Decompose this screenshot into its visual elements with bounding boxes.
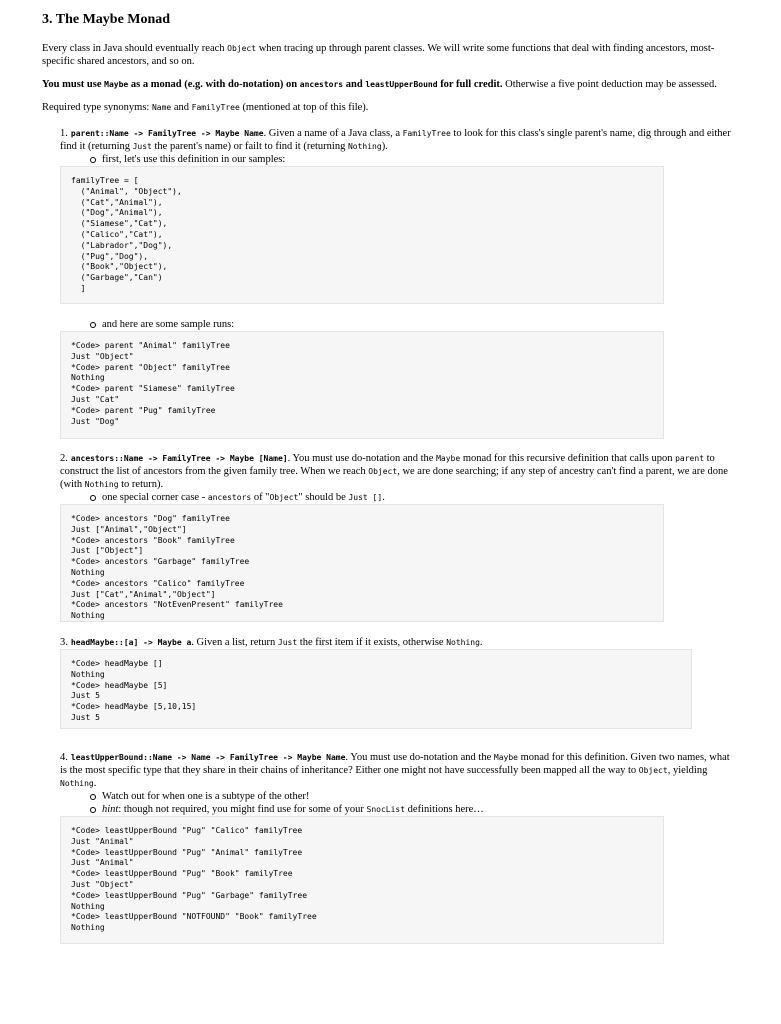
inline-code: ancestors (207, 493, 252, 502)
text: . Given a name of a Java class, a (263, 128, 403, 139)
text: (mentioned at top of this file). (239, 102, 369, 113)
task-description (60, 127, 735, 153)
text: to look for this class's single parent's name, dig through and either find it (returning (60, 128, 731, 152)
type-signature: ancestors::Name -> FamilyTree -> Maybe [Name] (70, 454, 288, 463)
inline-code: Name (151, 103, 172, 112)
type-synonyms-paragraph (42, 101, 735, 114)
task-description (60, 452, 735, 491)
inline-code: Maybe (436, 454, 461, 463)
bullet-item (102, 803, 735, 816)
inline-code: FamilyTree (402, 129, 451, 138)
text: to return). (118, 479, 164, 490)
bullet-list (60, 491, 735, 504)
task-description (60, 636, 735, 649)
bullet-item: Watch out for when one is a subtype of the other! (102, 790, 735, 803)
text: . You must use do-notation and the (287, 453, 437, 464)
text: : though not required, you might find use for some of your (118, 804, 367, 815)
text: and (171, 102, 192, 113)
inline-code: Just (277, 638, 298, 647)
text: . (93, 778, 97, 789)
text: , we are done searching; if any step of ancestry can't find a parent, we are done (with (60, 466, 728, 490)
inline-code: Object (269, 493, 299, 502)
text: the parent's name) or failt to find it (returning (151, 141, 348, 152)
type-signature: leastUpperBound::Name -> Name -> FamilyTree -> Maybe Name (70, 753, 346, 762)
code-block-family-tree: familyTree = [ ("Animal", "Object"), ("Cat","Animal"), ("Dog","Animal"), ("Siamese","Cat"), ("Calico","Cat"), ("Labrador","Dog"), ("Pug","Dog"), ("Book","Object"), ("Garbage","Can") ] (60, 166, 664, 304)
task-number: 4. (60, 752, 68, 763)
bullet-item: and here are some sample runs: (102, 318, 735, 331)
type-signature: headMaybe::[a] -> Maybe a (70, 638, 192, 647)
intro-paragraph (42, 42, 735, 68)
task-description (60, 751, 735, 790)
text: monad for this definition. Given two names, what is the most specific type that they share in their chains of inheritance? Either one might not have successfully been mapped all the way to (60, 752, 730, 776)
inline-code: Maybe (493, 753, 518, 762)
bullet-list (60, 318, 735, 331)
requirement-bold (42, 79, 503, 90)
code-block-head-maybe-runs: *Code> headMaybe [] Nothing *Code> headMaybe [5] Just 5 *Code> headMaybe [5,10,15] Just 5 (60, 649, 692, 729)
inline-code: Maybe (104, 80, 129, 89)
inline-code: parent (675, 454, 705, 463)
task-ancestors (60, 452, 735, 622)
inline-code: Nothing (84, 480, 119, 489)
text: You must use (42, 79, 105, 90)
text: " should be (298, 492, 349, 503)
task-list (42, 127, 735, 944)
inline-code: leastUpperBound (365, 80, 438, 89)
hint-label: hint (102, 804, 119, 815)
inline-code: Nothing (60, 779, 94, 788)
bullet-list (60, 790, 735, 816)
text: definitions here… (405, 804, 484, 815)
text: Every class in Java should eventually reach (42, 43, 228, 54)
inline-code: FamilyTree (191, 103, 240, 112)
text: . Given a list, return (191, 637, 278, 648)
code-block-parent-runs: *Code> parent "Animal" familyTree Just "Object" *Code> parent "Object" familyTree Nothing *Code> parent "Siamese" familyTree Just "Cat" *Code> parent "Pug" familyTree Just "Dog" (60, 331, 664, 439)
text: Required type synonyms: (42, 102, 152, 113)
text: . You must use do-notation and the (345, 752, 494, 763)
bullet-list (60, 153, 735, 166)
inline-code: Just [] (348, 493, 383, 502)
bullet-item: first, let's use this definition in our samples: (102, 153, 735, 166)
task-number: 3. (60, 637, 68, 648)
text: as a monad (e.g. with do-notation) on (128, 79, 300, 90)
task-least-upper-bound (60, 751, 735, 944)
text: of " (251, 492, 270, 503)
text: when tracing up through parent classes. We will write some functions that deal with finding ancestors, most-specific shared ancestors, and so on. (42, 43, 715, 67)
code-block-lub-runs: *Code> leastUpperBound "Pug" "Calico" familyTree Just "Animal" *Code> leastUpperBound "Pug" "Animal" familyTree Just "Animal" *Code> leastUpperBound "Pug" "Book" familyTree Just "Object" *Code> leastUpperBound "Pug" "Garbage" familyTree Nothing *Code> leastUpperBound "NOTFOUND" "Book" familyTree Nothing (60, 816, 664, 944)
section-title: 3. The Maybe Monad (42, 12, 171, 27)
inline-code: ancestors (299, 80, 344, 89)
code-block-ancestors-runs: *Code> ancestors "Dog" familyTree Just ["Animal","Object"] *Code> ancestors "Book" familyTree Just ["Object"] *Code> ancestors "Garbage" familyTree Nothing *Code> ancestors "Calico" familyTree Just ["Cat","Animal","Object"] *Code> ancestors "NotEvenPresent" familyTree Nothing (60, 504, 664, 622)
text: for full credit. (437, 79, 503, 90)
text: and (343, 79, 366, 90)
inline-code: Object (227, 44, 257, 53)
type-signature: parent::Name -> FamilyTree -> Maybe Name (70, 129, 264, 138)
inline-code: Just (132, 142, 152, 151)
text: , yielding (667, 765, 708, 776)
task-number: 1. (60, 128, 68, 139)
inline-code: SnocList (366, 805, 406, 814)
inline-code: Nothing (446, 638, 480, 647)
inline-code: Nothing (347, 142, 382, 151)
text: ). (381, 141, 388, 152)
text: . (479, 637, 483, 648)
task-head-maybe (60, 636, 735, 729)
inline-code: Object (638, 766, 668, 775)
text: monad for this recursive definition that calls upon (460, 453, 676, 464)
task-number: 2. (60, 453, 68, 464)
text: to construct the list of ancestors from the given family tree. When we reach (60, 453, 715, 477)
text: Otherwise a five point deduction may be assessed. (502, 79, 717, 90)
requirement-paragraph (42, 78, 735, 91)
text: the first item if it exists, otherwise (297, 637, 447, 648)
inline-code: Object (368, 467, 398, 476)
bullet-item (102, 491, 735, 504)
text: one special corner case - (102, 492, 208, 503)
text: . (382, 492, 385, 503)
task-parent (60, 127, 735, 439)
